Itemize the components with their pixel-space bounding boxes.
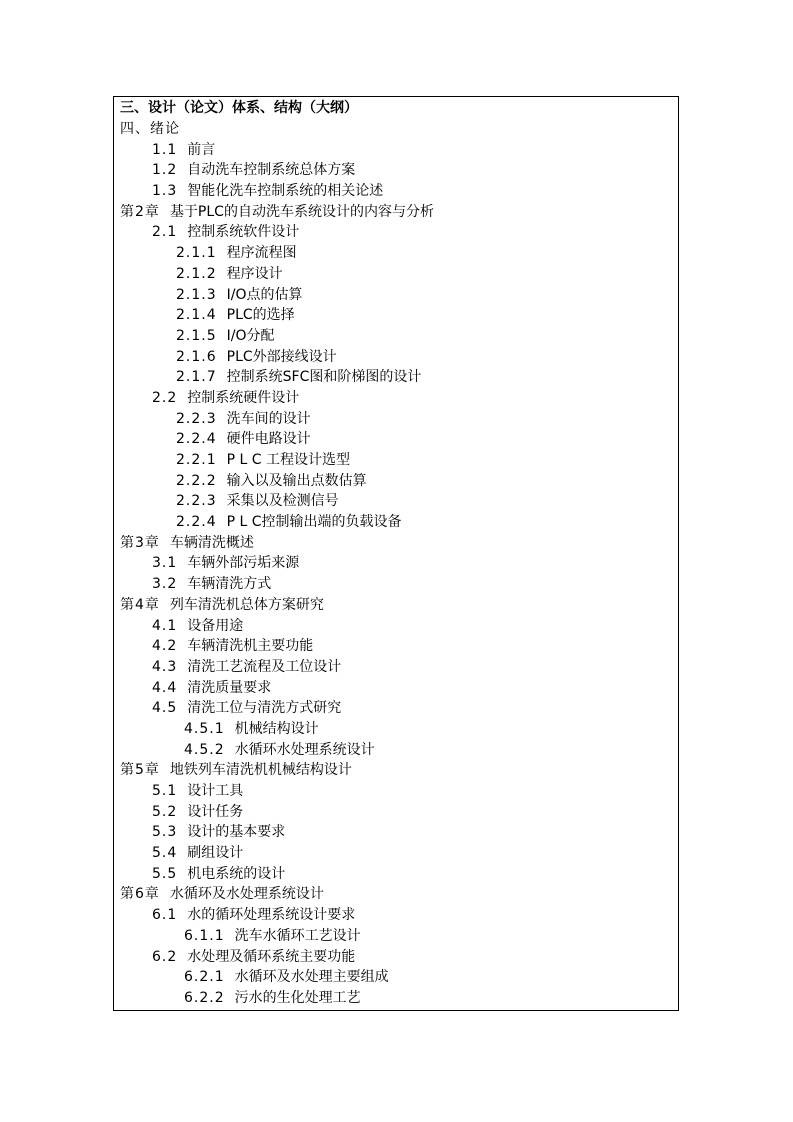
outline-number: 5.4 — [152, 845, 178, 862]
outline-title: 车辆清洗方式 — [187, 576, 272, 593]
outline-title: 自动洗车控制系统总体方案 — [187, 162, 356, 179]
outline-title: 控制系统SFC图和阶梯图的设计 — [226, 369, 422, 386]
outline-title: 水循环水处理系统设计 — [234, 741, 375, 758]
outline-line — [120, 740, 676, 761]
outline-number: 3.1 — [152, 555, 178, 572]
outline-number: 1.3 — [152, 183, 178, 200]
outline-line — [120, 781, 676, 802]
outline-title: 刷组设计 — [187, 845, 244, 862]
outline-line — [120, 285, 676, 306]
outline-line — [120, 305, 676, 326]
outline-title: 清洗质量要求 — [187, 679, 272, 696]
outline-title: 地铁列车清洗机机械结构设计 — [169, 762, 352, 779]
outline-number: 3.2 — [152, 576, 178, 593]
outline-title: 洗车间的设计 — [226, 410, 311, 427]
outline-line — [120, 471, 676, 492]
outline-number: 4.4 — [152, 679, 178, 696]
outline-number: 2.1.4 — [176, 307, 217, 324]
outline-title: I/O分配 — [226, 327, 275, 344]
outline-title: PLC外部接线设计 — [226, 348, 337, 365]
outline-line — [120, 802, 676, 823]
outline-number: 2.1.7 — [176, 369, 217, 386]
outline-title: 硬件电路设计 — [226, 431, 311, 448]
outline-number: 2.2.3 — [176, 493, 217, 510]
outline-line — [120, 243, 676, 264]
outline-line — [120, 222, 676, 243]
outline-line — [120, 760, 676, 781]
outline-line — [120, 388, 676, 409]
outline-line — [120, 719, 676, 740]
outline-title: 输入以及输出点数估算 — [226, 472, 367, 489]
outline-title: 前言 — [187, 141, 216, 158]
outline-number: 2.2.4 — [176, 431, 217, 448]
outline-line — [120, 926, 676, 947]
outline-title: 基于PLC的自动洗车系统设计的内容与分析 — [169, 203, 434, 220]
outline-number: 2.1.1 — [176, 245, 217, 262]
outline-title: 洗车水循环工艺设计 — [234, 927, 361, 944]
outline-number: 5.5 — [152, 865, 178, 882]
outline-number: 5.2 — [152, 803, 178, 820]
outline-number: 5.1 — [152, 783, 178, 799]
outline-title: 设计任务 — [187, 803, 244, 820]
outline-line — [120, 864, 676, 885]
outline-number: 5.3 — [152, 824, 178, 841]
outline-number: 2.1.2 — [176, 265, 217, 282]
outline-title: 智能化洗车控制系统的相关论述 — [187, 183, 384, 200]
outline-line — [120, 698, 676, 719]
outline-line — [120, 202, 676, 223]
outline-title: 控制系统硬件设计 — [187, 389, 300, 406]
outline-number: 4.2 — [152, 638, 178, 655]
outline-line — [120, 409, 676, 430]
outline-title: 水的循环处理系统设计要求 — [187, 907, 356, 924]
outline-title: 车辆外部污垢来源 — [187, 555, 300, 572]
outline-number: 2.1.6 — [176, 348, 217, 365]
outline-number: 1.2 — [152, 162, 178, 179]
outline-number: 2.2.1 — [176, 452, 217, 468]
outline-title: 程序设计 — [226, 265, 283, 282]
outline-line — [120, 367, 676, 388]
outline-title: P L C 工程设计选型 — [226, 452, 350, 468]
outline-number: 第2章 — [120, 203, 160, 220]
outline-title: 机械结构设计 — [234, 720, 319, 737]
outline-number: 第5章 — [120, 762, 160, 779]
outline-title: 车辆清洗机主要功能 — [187, 638, 314, 655]
outline-line — [120, 450, 676, 471]
outline-number: 6.1.1 — [184, 927, 225, 944]
outline-line — [120, 181, 676, 202]
outline-number: 6.2 — [152, 948, 178, 965]
outline-number: 4.3 — [152, 658, 178, 675]
outline-line — [120, 533, 676, 554]
outline-line — [120, 678, 676, 699]
outline-line — [120, 574, 676, 595]
outline-line — [120, 905, 676, 926]
outline-title: PLC的选择 — [226, 307, 295, 324]
outline-number: 2.2.4 — [176, 514, 217, 531]
outline-line — [120, 988, 676, 1009]
outline-number: 第4章 — [120, 596, 160, 613]
outline-title: 水循环及水处理系统设计 — [169, 886, 324, 903]
outline-number: 2.1 — [152, 224, 178, 241]
outline-title: 程序流程图 — [226, 245, 297, 262]
outline-line — [120, 160, 676, 181]
section-heading: 三、设计（论文）体系、结构（大纲） — [120, 100, 358, 116]
outline-number: 第3章 — [120, 534, 160, 551]
outline-line — [120, 119, 676, 140]
outline-line — [120, 822, 676, 843]
outline-number: 第6章 — [120, 886, 160, 903]
outline-line — [120, 512, 676, 533]
outline-line — [120, 595, 676, 616]
outline-title: I/O点的估算 — [226, 286, 303, 303]
outline-title: 清洗工位与清洗方式研究 — [187, 700, 342, 717]
outline-line — [120, 884, 676, 905]
outline-number: 4.5 — [152, 700, 178, 717]
outline-title: 列车清洗机总体方案研究 — [169, 596, 324, 613]
outline-line — [120, 553, 676, 574]
outline-number: 2.2.3 — [176, 410, 217, 427]
outline-title: 控制系统软件设计 — [187, 224, 300, 241]
outline-title: 设计工具 — [187, 783, 244, 799]
outline-line — [120, 347, 676, 368]
outline-number: 6.2.1 — [184, 969, 225, 986]
outline-line — [120, 491, 676, 512]
outline-line — [120, 429, 676, 450]
outline-line — [120, 843, 676, 864]
outline-number: 2.2 — [152, 389, 178, 406]
outline-number: 4.5.2 — [184, 741, 225, 758]
outline-number: 6.2.2 — [184, 989, 225, 1006]
outline-line — [120, 657, 676, 678]
outline-list — [120, 119, 676, 1009]
outline-title: 采集以及检测信号 — [226, 493, 339, 510]
outline-title: 污水的生化处理工艺 — [234, 989, 361, 1006]
outline-number: 四、绪论 — [120, 121, 180, 137]
outline-title: 机电系统的设计 — [187, 865, 286, 882]
outline-line — [120, 967, 676, 988]
outline-number: 4.5.1 — [184, 720, 225, 737]
outline-title: 清洗工艺流程及工位设计 — [187, 658, 342, 675]
outline-number: 4.1 — [152, 617, 178, 634]
outline-line — [120, 140, 676, 161]
outline-line — [120, 947, 676, 968]
outline-title: 设计的基本要求 — [187, 824, 286, 841]
outline-number: 1.1 — [152, 141, 178, 158]
outline-title: P L C控制输出端的负载设备 — [226, 514, 402, 531]
outline-number: 6.1 — [152, 907, 178, 924]
outline-title: 设备用途 — [187, 617, 244, 634]
outline-line — [120, 616, 676, 637]
outline-line — [120, 326, 676, 347]
outline-number: 2.2.2 — [176, 472, 217, 489]
outline-title: 水循环及水处理主要组成 — [234, 969, 389, 986]
outline-number: 2.1.3 — [176, 286, 217, 303]
outline-line — [120, 264, 676, 285]
outline-number: 2.1.5 — [176, 327, 217, 344]
outline-title: 车辆清洗概述 — [169, 534, 254, 551]
outline-line — [120, 636, 676, 657]
outline-title: 水处理及循环系统主要功能 — [187, 948, 356, 965]
